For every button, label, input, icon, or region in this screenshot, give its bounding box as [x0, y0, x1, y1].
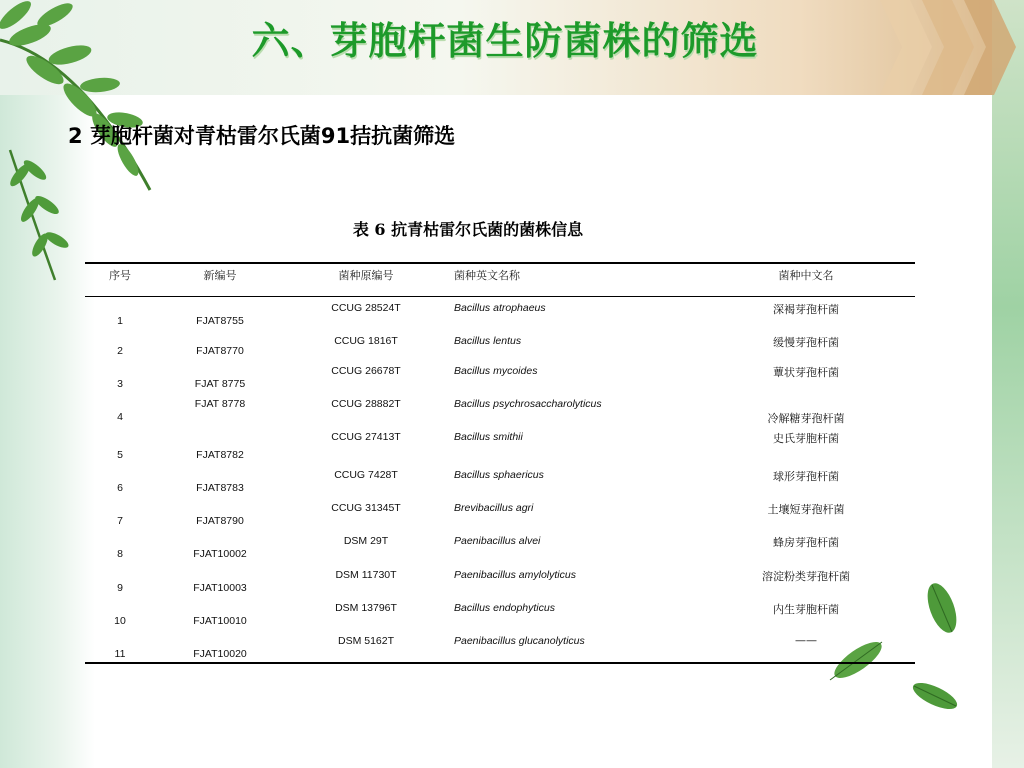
table-cell-new-id: FJAT10010	[193, 615, 247, 627]
table-cell-en-name: Bacillus endophyticus	[454, 602, 555, 614]
table-cell-orig-id: CCUG 26678T	[331, 365, 401, 377]
table-cell-orig-id: CCUG 1816T	[334, 335, 398, 347]
table-cell-cn-name: 球形芽孢杆菌	[773, 470, 839, 483]
column-header-orig-id: 菌种原编号	[338, 269, 394, 282]
table-cell-cn-name: 深褐芽孢杆菌	[773, 303, 839, 316]
table-cell-orig-id: DSM 11730T	[335, 569, 397, 581]
table-cell-cn-name: 溶淀粉类芽孢杆菌	[762, 570, 850, 583]
table-cell-cn-name: 内生芽胞杆菌	[773, 603, 839, 616]
table-cell-no: 4	[117, 411, 123, 423]
table-cell-orig-id: CCUG 28882T	[331, 398, 401, 410]
slide-title: 六、芽胞杆菌生防菌株的筛选	[251, 19, 759, 63]
table-cell-new-id: FJAT10002	[193, 548, 247, 560]
table-cell-en-name: Paenibacillus amylolyticus	[454, 569, 576, 581]
table-cell-new-id: FJAT10020	[193, 648, 247, 660]
table-cell-en-name: Paenibacillus alvei	[454, 535, 541, 547]
table-cell-en-name: Bacillus smithii	[454, 431, 523, 443]
table-cell-orig-id: DSM 29T	[343, 535, 389, 547]
table-cell-no: 6	[117, 482, 123, 494]
table-header-rule	[85, 296, 915, 297]
table-cell-cn-name: ——	[795, 634, 817, 647]
table-cell-new-id: FJAT8755	[196, 315, 244, 327]
table-cell-no: 5	[117, 449, 123, 461]
table-cell-no: 9	[117, 582, 123, 594]
table-cell-no: 11	[114, 648, 126, 660]
table-cell-en-name: Brevibacillus agri	[454, 502, 534, 514]
table-bottom-rule	[85, 662, 915, 664]
table-cell-cn-name: 蜂房芽孢杆菌	[773, 536, 839, 549]
table-cell-en-name: Bacillus mycoides	[454, 365, 538, 377]
table-cell-orig-id: DSM 5162T	[337, 635, 395, 647]
table-top-rule	[85, 262, 915, 264]
table-cell-new-id: FJAT8770	[196, 345, 244, 357]
table-cell-orig-id: CCUG 28524T	[331, 302, 401, 314]
table-cell-no: 2	[117, 345, 123, 357]
table-cell-no: 3	[117, 378, 123, 390]
table-cell-en-name: Bacillus psychrosaccharolyticus	[454, 398, 602, 410]
column-header-no: 序号	[109, 269, 131, 282]
table-cell-cn-name: 冷解糖芽孢杆菌	[767, 412, 845, 425]
table-cell-orig-id: CCUG 31345T	[331, 502, 401, 514]
table-cell-en-name: Bacillus sphaericus	[454, 469, 544, 481]
table-cell-new-id: FJAT8790	[196, 515, 244, 527]
table-cell-new-id: FJAT 8775	[194, 378, 246, 390]
table-cell-new-id: FJAT8783	[196, 482, 244, 494]
table-cell-no: 8	[117, 548, 123, 560]
table-cell-cn-name: 史氏芽胞杆菌	[773, 432, 839, 445]
column-header-en-name: 菌种英文名称	[454, 269, 520, 282]
table-cell-en-name: Paenibacillus glucanolyticus	[454, 635, 585, 647]
table-cell-orig-id: CCUG 27413T	[331, 431, 401, 443]
table-cell-en-name: Bacillus lentus	[454, 335, 522, 347]
table-cell-cn-name: 蕈状芽孢杆菌	[773, 366, 839, 379]
table-cell-new-id: FJAT8782	[196, 449, 244, 461]
table-cell-cn-name: 土壤短芽孢杆菌	[767, 503, 845, 516]
table-cell-cn-name: 缓慢芽孢杆菌	[773, 336, 839, 349]
table-cell-en-name: Bacillus atrophaeus	[454, 302, 546, 314]
column-header-new-id: 新编号	[203, 269, 237, 282]
table-cell-new-id: FJAT 8778	[194, 398, 246, 410]
section-subtitle: 2 芽胞杆菌对青枯雷尔氏菌91拮抗菌筛选	[68, 124, 456, 148]
table-cell-no: 7	[117, 515, 123, 527]
table-cell-orig-id: DSM 13796T	[335, 602, 397, 614]
table-cell-no: 1	[117, 315, 123, 327]
table-cell-orig-id: CCUG 7428T	[334, 469, 398, 481]
table-cell-no: 10	[114, 615, 126, 627]
table-cell-new-id: FJAT10003	[193, 582, 247, 594]
column-header-cn-name: 菌种中文名	[778, 269, 834, 282]
table-caption: 表 6 抗青枯雷尔氏菌的菌株信息	[352, 220, 584, 239]
